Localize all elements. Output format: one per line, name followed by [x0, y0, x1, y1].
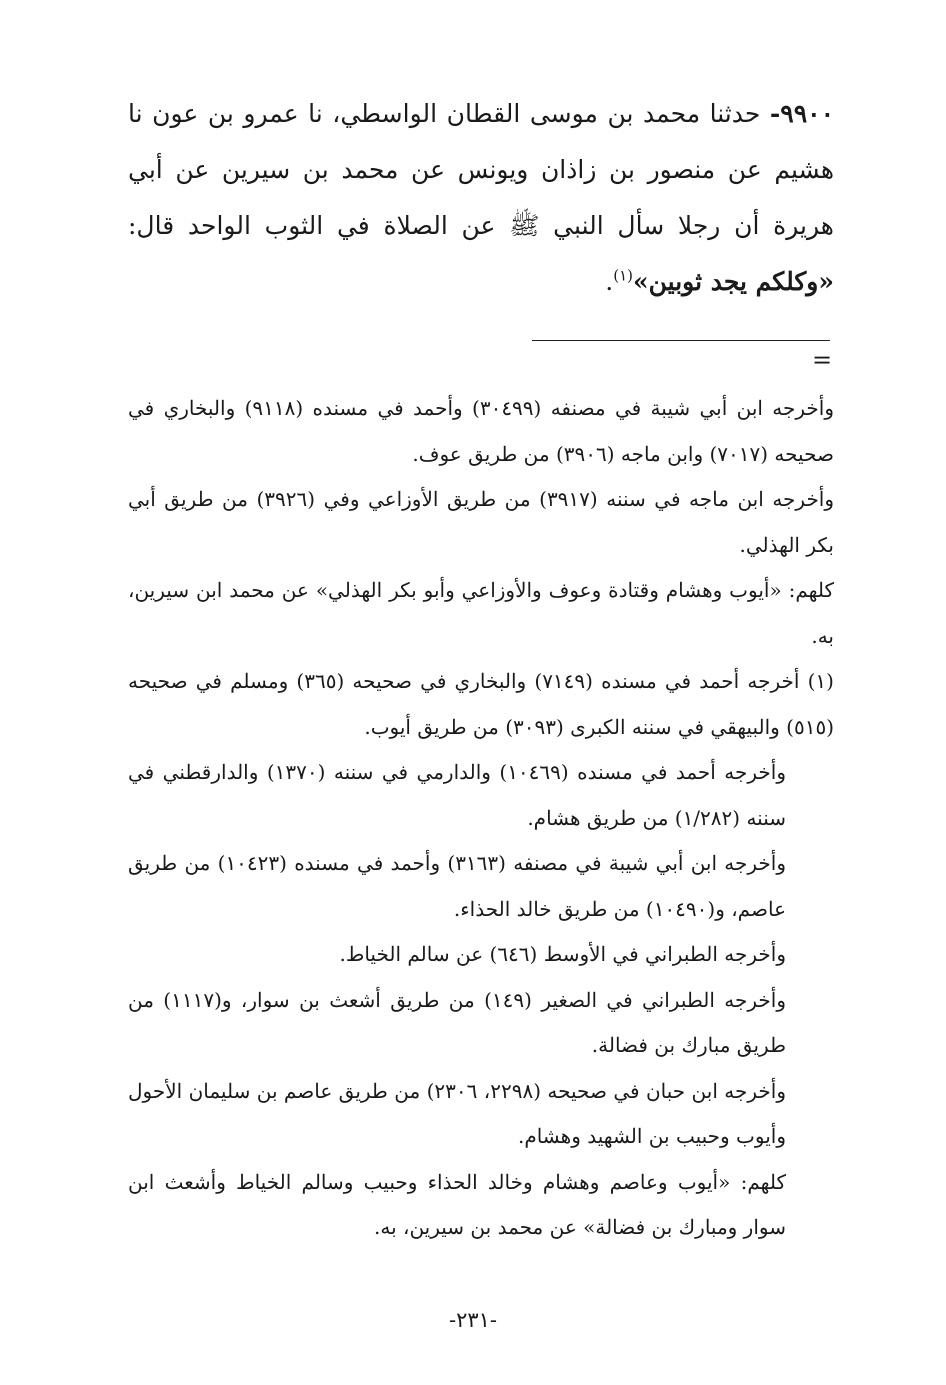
- hadith-quote: «وكلكم يجد ثوبين»: [633, 267, 834, 296]
- footnote-paragraph: وأخرجه ابن أبي شيبة في مصنفه (٣١٦٣) وأحمد في مسنده (١٠٤٢٣) من طريق عاصم، و(١٠٤٩٠) من طريق خالد الحذاء.: [128, 851, 786, 921]
- footnote-reference: (١): [613, 266, 634, 285]
- footnote-paragraph: وأخرجه الطبراني في الصغير (١٤٩) من طريق أشعث بن سوار، و(١١١٧) من طريق مبارك بن فضالة.: [128, 987, 787, 1057]
- hadith-number: ٩٩٠٠-: [769, 99, 834, 128]
- hadith-end: .: [605, 267, 614, 296]
- footnote-first-text: أخرجه أحمد في مسنده (٧١٤٩) والبخاري في صحيحه (٣٦٥) ومسلم في صحيحه (٥١٥) والبيهقي في سننه الكبرى (٣٠٩٣) من طريق أيوب.: [128, 669, 834, 739]
- page-number: -٢٣١-: [448, 1308, 498, 1332]
- footnote-paragraph: وأخرجه أحمد في مسنده (١٠٤٦٩) والدارمي في سننه (١٣٧٠) والدارقطني في سننه (١/٢٨٢) من طريق هشام.: [128, 760, 786, 830]
- footnote-marker: (١): [807, 669, 834, 693]
- footnote-paragraph: وأخرجه الطبراني في الأوسط (٦٤٦) عن سالم الخياط.: [339, 942, 786, 966]
- hadith-text: [128, 86, 834, 310]
- continuation-mark: =: [812, 346, 833, 374]
- footnote-first-paragraph: [128, 659, 834, 750]
- continued-note-paragraph: وأخرجه ابن أبي شيبة في مصنفه (٣٠٤٩٩) وأحمد في مسنده (٩١١٨) والبخاري في صحيحه (٧٠١٧) وابن ماجه (٣٩٠٦) من طريق عوف.: [128, 396, 834, 466]
- continued-note-paragraph: كلهم: «أيوب وهشام وقتادة وعوف والأوزاعي وأبو بكر الهذلي» عن محمد ابن سيرين، به.: [128, 578, 834, 648]
- continued-note-paragraph: وأخرجه ابن ماجه في سننه (٣٩١٧) من طريق الأوزاعي وفي (٣٩٢٦) من طريق أبي بكر الهذلي.: [128, 487, 835, 557]
- footnote-paragraph: كلهم: «أيوب وعاصم وهشام وخالد الحذاء وحبيب وسالم الخياط وأشعث ابن سوار ومبارك بن فضالة» عن محمد بن سيرين، به.: [128, 1169, 786, 1239]
- footnotes: [128, 386, 834, 1251]
- footnote-separator-line: [532, 340, 830, 341]
- footnote-paragraph: وأخرجه ابن حبان في صحيحه (٢٢٩٨، ٢٣٠٦) من طريق عاصم بن سليمان الأحول وأيوب وحبيب بن الشهيد وهشام.: [128, 1078, 786, 1148]
- hadith-body: حدثنا محمد بن موسى القطان الواسطي، نا عمرو بن عون نا هشيم عن منصور بن زاذان ويونس عن محمد بن سيرين عن أبي هريرة أن رجلا سأل النبي ﷺ عن الصلاة في الثوب الواحد قال:: [128, 99, 834, 240]
